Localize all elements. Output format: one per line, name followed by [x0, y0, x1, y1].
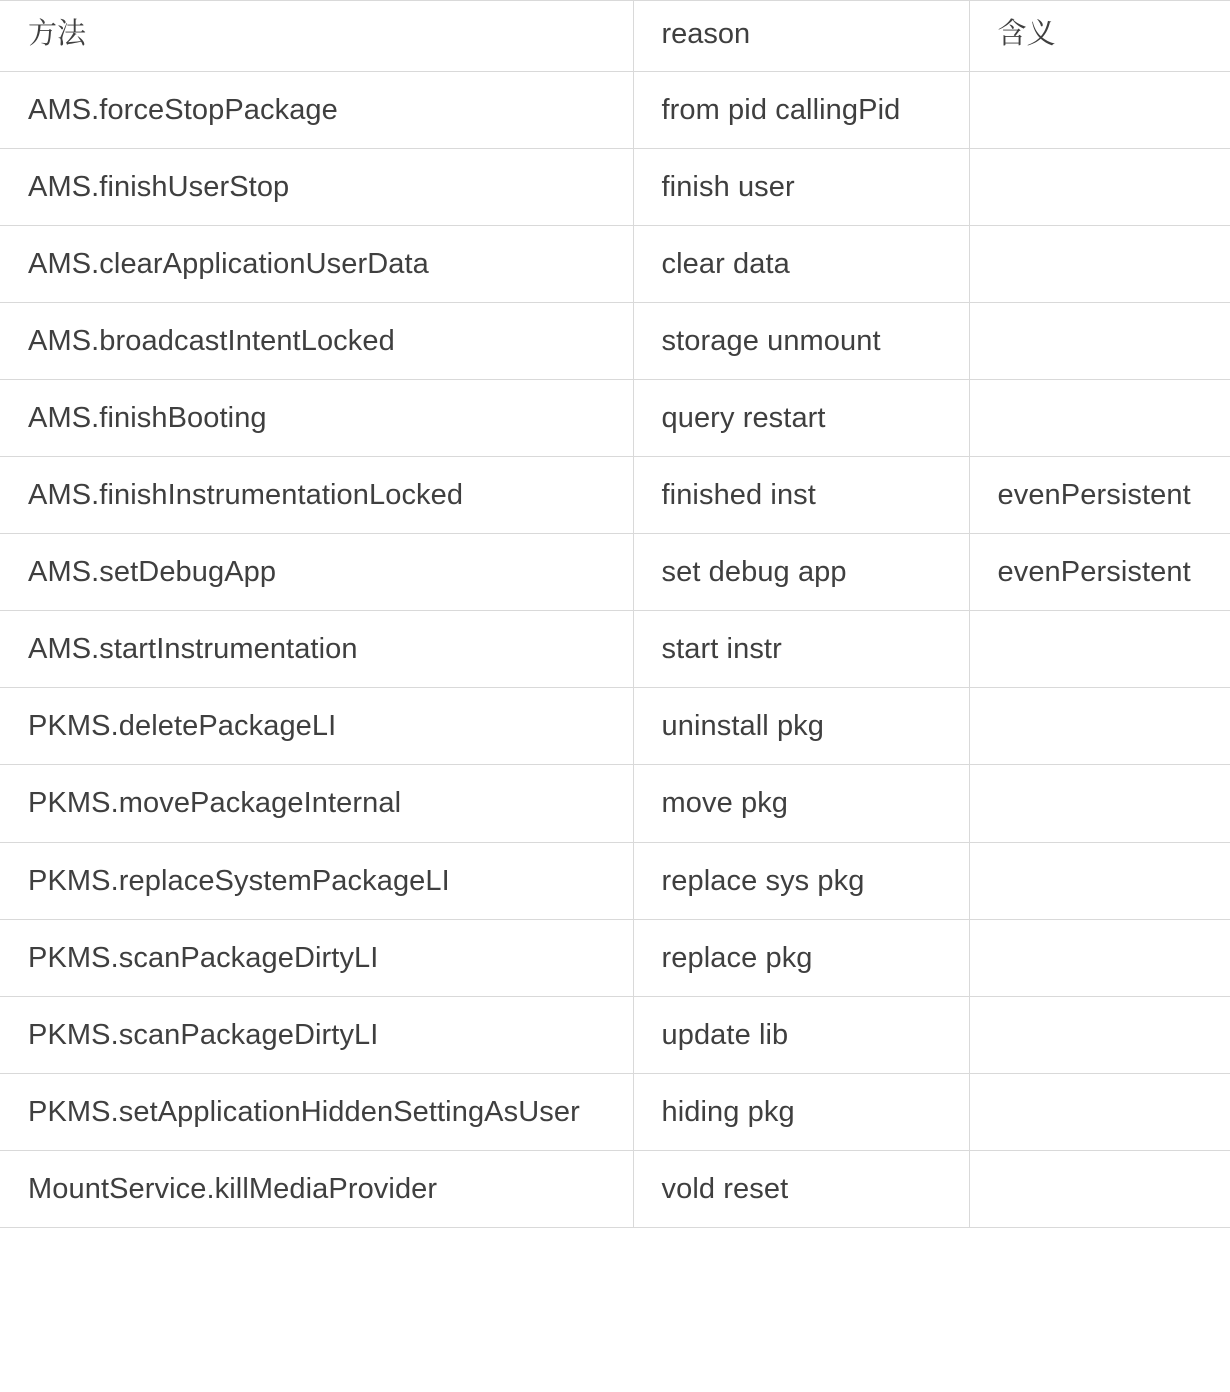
table-row — [0, 1150, 1230, 1227]
cell-method: PKMS.scanPackageDirtyLI — [0, 996, 633, 1073]
cell-method: PKMS.scanPackageDirtyLI — [0, 919, 633, 996]
cell-reason: finished inst — [633, 457, 969, 534]
cell-meaning — [969, 919, 1230, 996]
cell-method: AMS.setDebugApp — [0, 534, 633, 611]
table-body — [0, 72, 1230, 1228]
table-row — [0, 688, 1230, 765]
table-row — [0, 380, 1230, 457]
cell-method: MountService.killMediaProvider — [0, 1150, 633, 1227]
cell-meaning — [969, 842, 1230, 919]
table-row — [0, 149, 1230, 226]
cell-meaning — [969, 611, 1230, 688]
cell-method: AMS.finishInstrumentationLocked — [0, 457, 633, 534]
table-row — [0, 842, 1230, 919]
cell-meaning: evenPersistent — [969, 534, 1230, 611]
cell-method: PKMS.setApplicationHiddenSettingAsUser — [0, 1073, 633, 1150]
cell-reason: hiding pkg — [633, 1073, 969, 1150]
cell-reason: uninstall pkg — [633, 688, 969, 765]
cell-method: AMS.broadcastIntentLocked — [0, 303, 633, 380]
table-row — [0, 226, 1230, 303]
cell-meaning — [969, 303, 1230, 380]
cell-meaning — [969, 72, 1230, 149]
table-row — [0, 457, 1230, 534]
cell-method: PKMS.deletePackageLI — [0, 688, 633, 765]
cell-method: AMS.finishBooting — [0, 380, 633, 457]
cell-meaning — [969, 149, 1230, 226]
cell-reason: finish user — [633, 149, 969, 226]
cell-reason: update lib — [633, 996, 969, 1073]
table-row — [0, 919, 1230, 996]
cell-meaning — [969, 1073, 1230, 1150]
column-header-method: 方法 — [0, 1, 633, 72]
cell-reason: set debug app — [633, 534, 969, 611]
cell-meaning — [969, 226, 1230, 303]
cell-reason: move pkg — [633, 765, 969, 842]
table-row — [0, 996, 1230, 1073]
cell-method: AMS.startInstrumentation — [0, 611, 633, 688]
cell-meaning — [969, 380, 1230, 457]
cell-method: AMS.forceStopPackage — [0, 72, 633, 149]
cell-reason: replace sys pkg — [633, 842, 969, 919]
cell-reason: from pid callingPid — [633, 72, 969, 149]
cell-reason: clear data — [633, 226, 969, 303]
table-row — [0, 1073, 1230, 1150]
table-row — [0, 303, 1230, 380]
cell-meaning — [969, 996, 1230, 1073]
table-header-row — [0, 1, 1230, 72]
cell-meaning — [969, 765, 1230, 842]
column-header-reason: reason — [633, 1, 969, 72]
cell-meaning — [969, 1150, 1230, 1227]
cell-meaning: evenPersistent — [969, 457, 1230, 534]
table-header — [0, 1, 1230, 72]
cell-meaning — [969, 688, 1230, 765]
table-row — [0, 611, 1230, 688]
column-header-meaning: 含义 — [969, 1, 1230, 72]
cell-method: AMS.clearApplicationUserData — [0, 226, 633, 303]
cell-reason: replace pkg — [633, 919, 969, 996]
table-row — [0, 534, 1230, 611]
cell-method: PKMS.replaceSystemPackageLI — [0, 842, 633, 919]
cell-method: AMS.finishUserStop — [0, 149, 633, 226]
table-row — [0, 72, 1230, 149]
cell-method: PKMS.movePackageInternal — [0, 765, 633, 842]
cell-reason: start instr — [633, 611, 969, 688]
cell-reason: vold reset — [633, 1150, 969, 1227]
table-row — [0, 765, 1230, 842]
cell-reason: query restart — [633, 380, 969, 457]
cell-reason: storage unmount — [633, 303, 969, 380]
